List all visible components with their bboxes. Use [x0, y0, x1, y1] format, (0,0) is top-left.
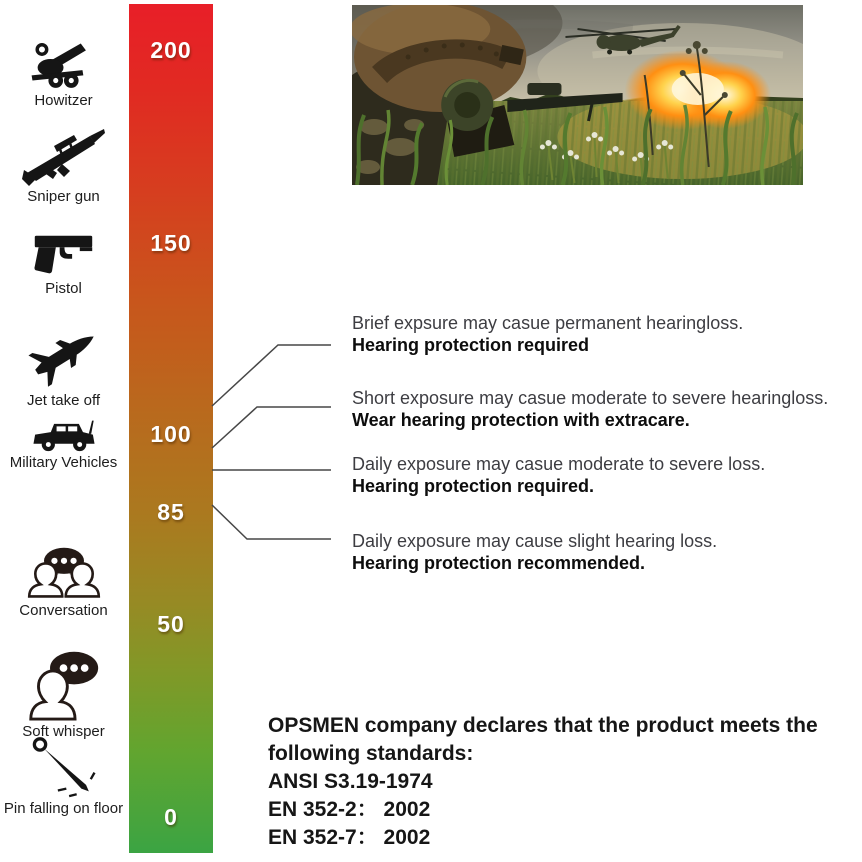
- jet-icon: [27, 320, 101, 390]
- warning-text: Daily exposure may casue moderate to severe loss.: [352, 454, 766, 474]
- standards-declaration: [268, 712, 818, 852]
- declaration-line: following standards:: [268, 742, 474, 765]
- conversation-icon: [24, 546, 104, 600]
- warning-block-brief-exposure: [352, 312, 743, 356]
- warning-bold-text: Hearing protection required.: [352, 476, 595, 496]
- tick-85: 85: [157, 499, 185, 525]
- source-conversation: [0, 546, 127, 619]
- declaration-line: OPSMEN company declares that the product meets the: [268, 714, 818, 737]
- hero-photo: [352, 5, 803, 185]
- warning-block-daily-exposure-slight: [352, 530, 717, 574]
- warning-block-daily-exposure-severe: [352, 453, 765, 497]
- source-label: Military Vehicles: [9, 454, 118, 471]
- source-jet-take-off: [0, 320, 127, 409]
- source-label: Pistol: [45, 280, 82, 297]
- source-label: Jet take off: [26, 392, 101, 409]
- declaration-line: EN 352-2： 2002: [268, 798, 431, 821]
- source-pistol: [0, 228, 127, 297]
- warning-text: Brief expsure may casue permanent hearingloss.: [352, 313, 744, 333]
- military-vehicle-icon: [31, 414, 97, 452]
- warning-bold-text: Hearing protection required: [352, 335, 590, 355]
- declaration-line: EN 352-7： 2002: [268, 826, 431, 849]
- pistol-icon: [30, 228, 97, 278]
- tick-100: 100: [150, 421, 192, 447]
- source-label: Pin falling on floor: [3, 800, 124, 817]
- declaration-line: ANSI S3.19-1974: [268, 770, 433, 793]
- whisper-icon: [23, 644, 104, 721]
- decibel-scale-bar: [129, 4, 213, 853]
- warning-text: Daily exposure may cause slight hearing loss.: [352, 531, 718, 551]
- howitzer-icon: [29, 40, 98, 90]
- sniper-rifle-icon: [22, 124, 106, 186]
- source-label: Conversation: [19, 602, 108, 619]
- tick-0: 0: [164, 804, 178, 830]
- source-howitzer: [0, 40, 127, 109]
- hero-photo-illustration: [352, 5, 803, 185]
- pin-icon: [24, 736, 103, 798]
- warning-bold-text: Hearing protection recommended.: [352, 553, 646, 573]
- source-sniper-gun: [0, 124, 127, 205]
- source-military-vehicles: [0, 414, 127, 471]
- warning-bold-text: Wear hearing protection with extracare.: [352, 410, 690, 430]
- source-label: Howitzer: [34, 92, 93, 109]
- warning-block-short-exposure: [352, 387, 828, 431]
- tick-150: 150: [150, 230, 192, 256]
- tick-200: 200: [150, 37, 192, 63]
- source-label: Soft whisper: [22, 723, 105, 740]
- warning-text: Short exposure may casue moderate to severe hearingloss.: [352, 388, 829, 408]
- tick-50: 50: [157, 611, 185, 637]
- source-label: Sniper gun: [27, 188, 100, 205]
- source-soft-whisper: [0, 644, 127, 740]
- source-pin-falling: [0, 736, 127, 817]
